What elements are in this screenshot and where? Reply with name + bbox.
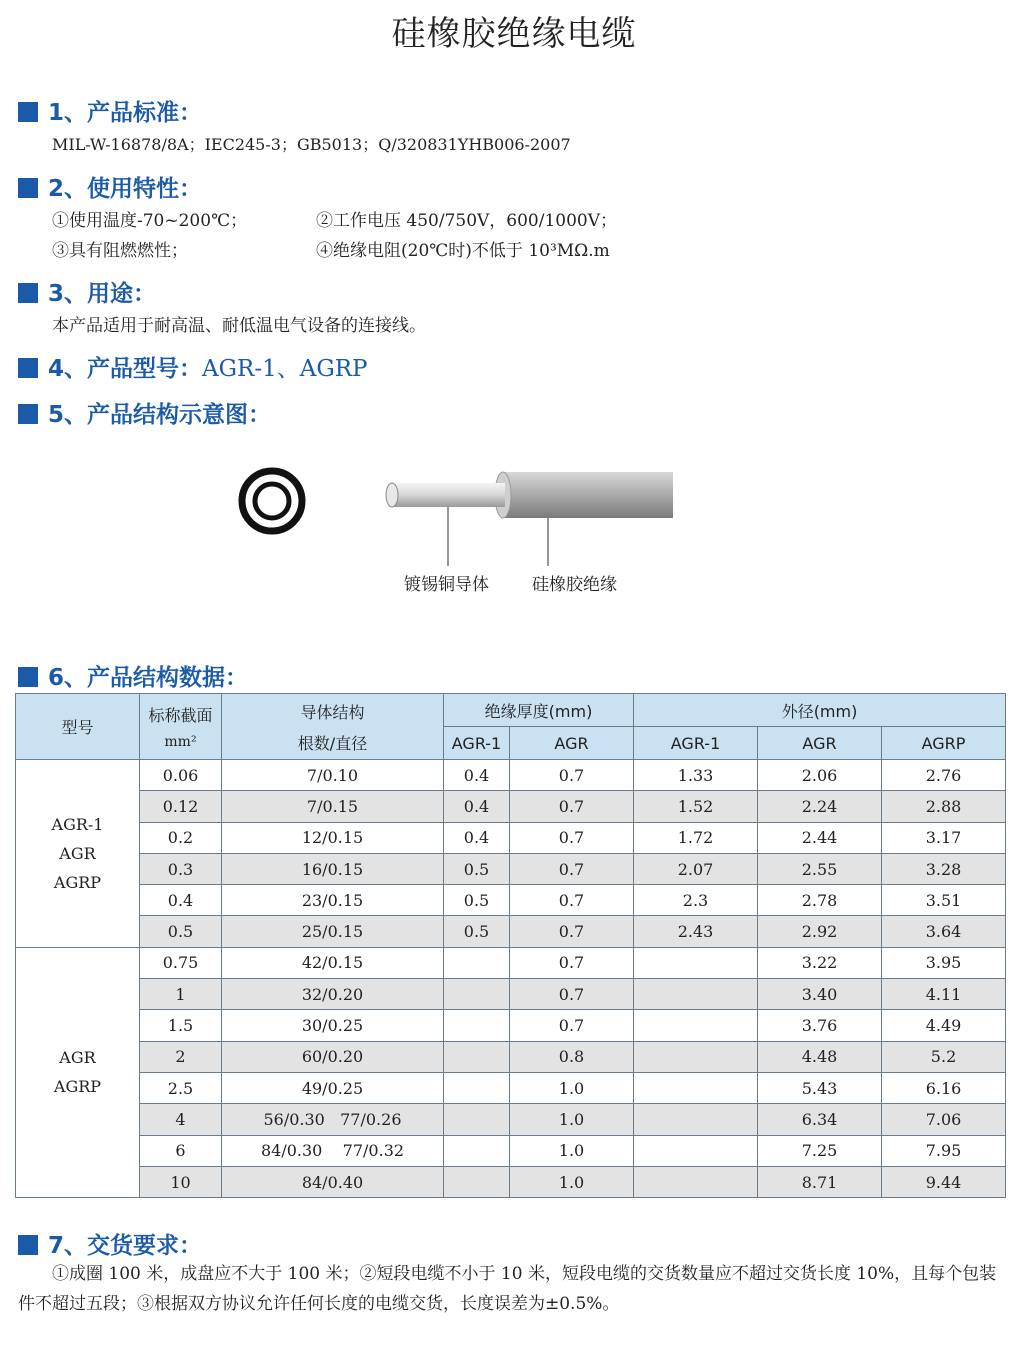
table-cell [634,979,758,1010]
table-cell: 0.7 [510,853,634,884]
section-marker-icon [18,1235,38,1255]
table-cell: 0.5 [140,916,222,947]
table-cell: 2.44 [758,822,882,853]
section-marker-icon [18,358,38,378]
section-1-title: 1、产品标准： [48,100,203,126]
table-row [16,1072,1006,1103]
table-cell: 9.44 [882,1166,1006,1197]
table-cell [444,1041,510,1072]
table-row [16,853,1006,884]
table-cell: 2.76 [882,760,1006,791]
table-cell: 6 [140,1135,222,1166]
table-cell: 2.3 [634,885,758,916]
table-cell: 7/0.10 [222,760,444,791]
table-cell: 1.0 [510,1104,634,1135]
table-cell: 0.4 [444,760,510,791]
header-od-agr: AGR [758,727,882,760]
table-cell: 0.3 [140,853,222,884]
header-conductor-sub: 根数/直径 [297,733,368,753]
standards-text: MIL-W-16878/8A；IEC245-3；GB5013；Q/320831YHB006-2007 [52,135,571,154]
table-row [16,916,1006,947]
model-group-cell [16,947,140,1197]
table-cell: 0.7 [510,822,634,853]
table-cell: 1.0 [510,1072,634,1103]
table-cell [444,1010,510,1041]
table-cell: 16/0.15 [222,853,444,884]
section-6-title: 6、产品结构数据： [48,665,249,691]
table-cell: 2.07 [634,853,758,884]
table-cell: 10 [140,1166,222,1197]
section-3-title: 3、用途： [48,281,157,307]
table-cell: 4.49 [882,1010,1006,1041]
table-cell: 12/0.15 [222,822,444,853]
table-cell: 3.51 [882,885,1006,916]
table-cell: 4 [140,1104,222,1135]
table-cell: 6.34 [758,1104,882,1135]
table-cell: 2.5 [140,1072,222,1103]
table-cell [444,1072,510,1103]
section-marker-icon [18,178,38,198]
section-5-title: 5、产品结构示意图： [48,402,272,428]
table-cell: 0.06 [140,760,222,791]
header-insulation: 绝缘厚度(mm) [444,694,634,727]
table-cell: 2.92 [758,916,882,947]
table-cell: 2.24 [758,791,882,822]
cross-section-icon [242,471,302,531]
table-cell: 4.11 [882,979,1006,1010]
table-cell: 0.7 [510,885,634,916]
table-cell: 0.7 [510,916,634,947]
table-cell: 4.48 [758,1041,882,1072]
table-cell: 0.4 [140,885,222,916]
table-cell: 32/0.20 [222,979,444,1010]
table-cell [634,1010,758,1041]
table-cell [634,1135,758,1166]
table-cell: 7.06 [882,1104,1006,1135]
table-cell: 2.78 [758,885,882,916]
section-7-title: 7、交货要求： [48,1233,203,1259]
header-conductor-label: 导体结构 [300,702,365,722]
table-cell: 2.55 [758,853,882,884]
structure-data-table [15,693,1006,1198]
section-4-title: 4、产品型号： [48,356,203,382]
table-cell: 0.8 [510,1041,634,1072]
table-cell [634,1041,758,1072]
table-row [16,947,1006,978]
usage-text: 本产品适用于耐高温、耐低温电气设备的连接线。 [52,316,426,336]
table-cell: 1.0 [510,1166,634,1197]
table-cell [444,979,510,1010]
table-cell: 3.95 [882,947,1006,978]
table-cell: 2.06 [758,760,882,791]
table-row [16,1166,1006,1197]
section-5-heading [18,396,271,429]
header-section [140,694,222,760]
table-cell: 0.5 [444,916,510,947]
table-cell: 30/0.25 [222,1010,444,1041]
table-cell [444,1135,510,1166]
table-cell: 7/0.15 [222,791,444,822]
header-section-unit: mm² [164,734,197,750]
table-row [16,791,1006,822]
table-cell [444,1104,510,1135]
table-cell: 0.4 [444,791,510,822]
section-2-heading [18,170,202,203]
table-cell: 2.88 [882,791,1006,822]
table-cell: 8.71 [758,1166,882,1197]
table-cell: 6.16 [882,1072,1006,1103]
table-row [16,1135,1006,1166]
section-marker-icon [18,404,38,424]
table-cell: 0.7 [510,760,634,791]
feature-item: ③具有阻燃燃性； [52,241,188,261]
header-conductor [222,694,444,760]
table-cell: 1.72 [634,822,758,853]
table-row [16,822,1006,853]
table-row [16,1104,1006,1135]
insulation-label: 硅橡胶绝缘 [532,575,617,595]
table-row [16,1041,1006,1072]
table-cell: 1 [140,979,222,1010]
table-cell: 0.75 [140,947,222,978]
model-name: AGRP [53,872,102,892]
table-cell: 0.7 [510,1010,634,1041]
table-cell: 0.7 [510,979,634,1010]
table-cell: 3.17 [882,822,1006,853]
table-cell: 1.33 [634,760,758,791]
delivery-text: ①成圈 100 米，成盘应不大于 100 米；②短段电缆不小于 10 米，短段电缆的交货数量应不超过交货长度 10%，且每个包装件不超过五段；③根据双方协议允许任何长度的电缆交货，长度误差为±0.5%。 [18,1264,997,1314]
table-cell: 2 [140,1041,222,1072]
header-ins-agr1: AGR-1 [444,727,510,760]
section-marker-icon [18,102,38,122]
table-cell: 0.5 [444,885,510,916]
table-cell: 1.5 [140,1010,222,1041]
header-od-agrp: AGRP [882,727,1006,760]
table-cell: 25/0.15 [222,916,444,947]
table-cell: 23/0.15 [222,885,444,916]
table-cell: 84/0.40 [222,1166,444,1197]
table-cell: 0.5 [444,853,510,884]
table-cell: 42/0.15 [222,947,444,978]
header-section-label: 标称截面 [148,706,213,725]
table-cell: 3.64 [882,916,1006,947]
table-cell: 0.7 [510,791,634,822]
table-row [16,979,1006,1010]
section-3-heading [18,275,156,308]
header-outer-diameter: 外径(mm) [634,694,1006,727]
header-model: 型号 [16,694,140,760]
feature-item: ①使用温度-70~200℃； [52,211,248,231]
table-cell: 3.76 [758,1010,882,1041]
section-1-heading [18,94,202,127]
section-2-title: 2、使用特性： [48,176,203,202]
table-cell: 0.12 [140,791,222,822]
model-group-cell [16,760,140,948]
table-cell: 5.2 [882,1041,1006,1072]
table-cell [444,947,510,978]
model-name: AGR [59,1048,96,1068]
section-marker-icon [18,283,38,303]
section-marker-icon [18,667,38,687]
table-cell [634,947,758,978]
table-cell: 60/0.20 [222,1041,444,1072]
section-4-heading [18,350,368,383]
cable-structure-diagram [0,440,1028,620]
table-cell: 3.40 [758,979,882,1010]
table-cell: 0.2 [140,822,222,853]
table-cell: 2.43 [634,916,758,947]
table-cell: 5.43 [758,1072,882,1103]
table-cell: 56/0.30 77/0.26 [222,1104,444,1135]
page-title: 硅橡胶绝缘电缆 [391,14,637,54]
table-cell: 3.28 [882,853,1006,884]
table-cell: 7.25 [758,1135,882,1166]
header-ins-agr: AGR [510,727,634,760]
conductor-label: 镀锡铜导体 [404,575,489,595]
table-cell [634,1166,758,1197]
table-row [16,885,1006,916]
model-name: AGR [59,843,96,863]
product-models: AGR-1、AGRP [202,356,368,382]
table-cell [634,1072,758,1103]
table-cell: 7.95 [882,1135,1006,1166]
cable-side-view [386,472,673,566]
feature-item: ②工作电压 450/750V，600/1000V； [316,211,618,231]
table-cell: 0.7 [510,947,634,978]
table-cell: 1.0 [510,1135,634,1166]
table-row [16,760,1006,791]
table-cell: 3.22 [758,947,882,978]
table-row [16,1010,1006,1041]
header-od-agr1: AGR-1 [634,727,758,760]
feature-item: ④绝缘电阻(20℃时)不低于 10³MΩ.m [316,241,610,261]
section-6-heading [18,659,248,692]
table-cell [634,1104,758,1135]
model-name: AGR-1 [51,814,104,834]
table-cell: 49/0.25 [222,1072,444,1103]
section-7-heading [18,1227,202,1260]
table-cell: 84/0.30 77/0.32 [222,1135,444,1166]
table-cell: 0.4 [444,822,510,853]
table-cell: 1.52 [634,791,758,822]
model-name: AGRP [53,1077,102,1097]
table-cell [444,1166,510,1197]
